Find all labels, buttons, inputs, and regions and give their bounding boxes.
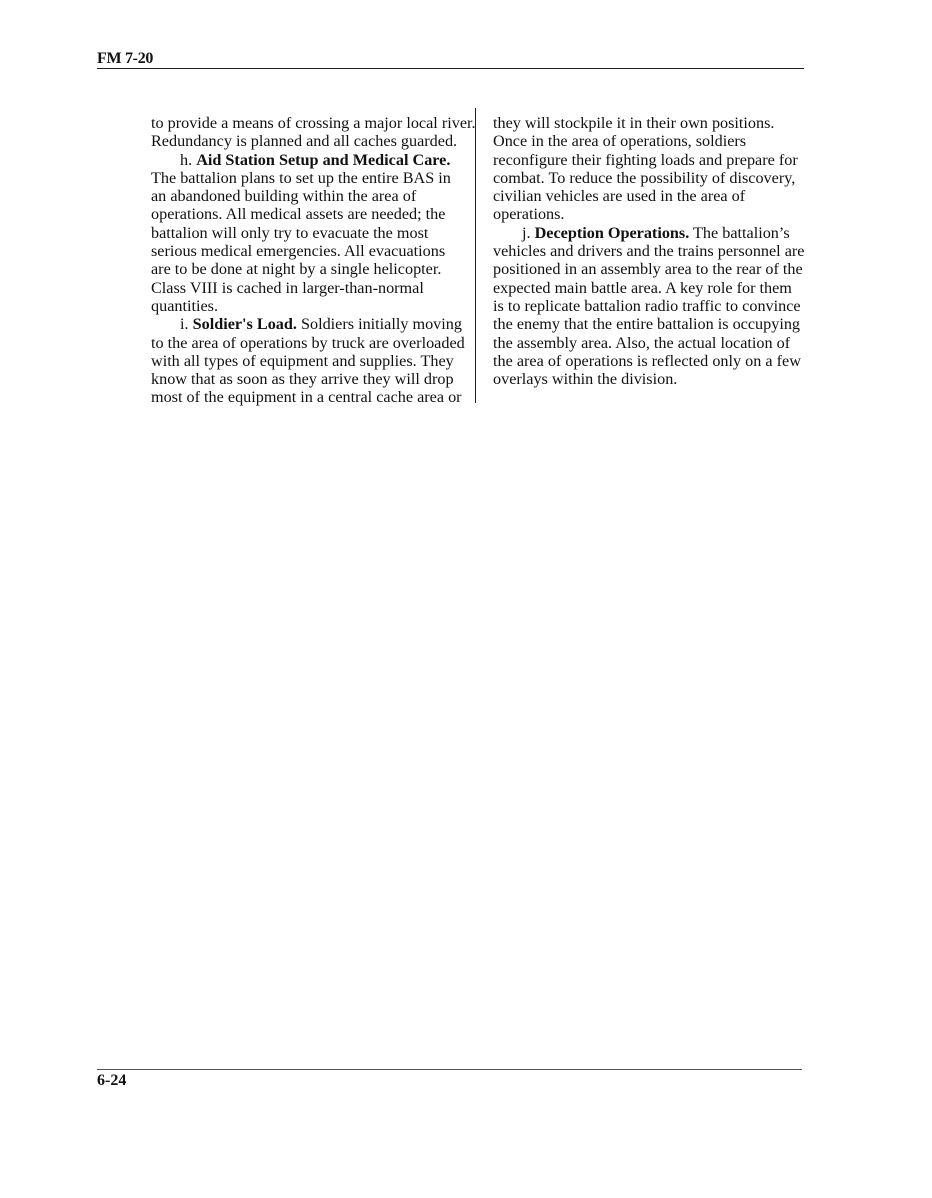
text-line: to the area of operations by truck are overloaded <box>151 333 465 352</box>
text-line: combat. To reduce the possibility of discovery, <box>493 168 796 187</box>
text-line: overlays within the division. <box>493 370 678 389</box>
paragraph-heading: Soldier's Load. <box>192 315 297 334</box>
text-line: civilian vehicles are used in the area of <box>493 187 746 206</box>
left-column <box>151 114 476 407</box>
page-number: 6-24 <box>97 1072 127 1089</box>
text-line: operations. All medical assets are needed; the <box>151 205 446 224</box>
paragraph-i-heading <box>151 315 462 334</box>
paragraph-h-heading <box>151 151 459 169</box>
text-line: the assembly area. Also, the actual location of <box>493 333 791 352</box>
text-line: to provide a means of crossing a major local river. <box>151 114 476 132</box>
text-line: Redundancy is planned and all caches guarded. <box>151 132 458 151</box>
text-line: Class VIII is cached in larger-than-normal <box>151 278 424 297</box>
text-line: know that as soon as they arrive they will drop <box>151 370 454 389</box>
paragraph-letter: j. <box>522 223 531 242</box>
text-line: battalion will only try to evacuate the most <box>151 223 429 242</box>
running-header: FM 7-20 <box>97 50 154 67</box>
text-line: expected main battle area. A key role for them <box>493 278 792 297</box>
paragraph-text: The battalion’s <box>693 223 790 242</box>
text-line: positioned in an assembly area to the rear of the <box>493 260 803 279</box>
paragraph-heading: Aid Station Setup and Medical Care. <box>196 150 451 169</box>
text-line: is to replicate battalion radio traffic to convince <box>493 296 801 315</box>
text-line: the enemy that the entire battalion is occupying <box>493 315 801 334</box>
text-line: quantities. <box>151 296 218 315</box>
paragraph-j-heading <box>493 224 805 242</box>
text-line: are to be done at night by a single helicopter. <box>151 260 442 279</box>
text-line: Once in the area of operations, soldiers <box>493 132 747 151</box>
text-line: with all types of equipment and supplies. They <box>151 351 454 370</box>
paragraph-heading: Deception Operations. <box>534 223 690 242</box>
text-line: an abandoned building within the area of <box>151 187 417 206</box>
text-line: serious medical emergencies. All evacuations <box>151 242 446 261</box>
text-line: reconfigure their fighting loads and prepare for <box>493 150 798 169</box>
text-line: the area of operations is reflected only on a few <box>493 351 801 370</box>
text-line: The battalion plans to set up the entire BAS in <box>151 168 451 187</box>
text-line: vehicles and drivers and the trains personnel are <box>493 242 805 261</box>
right-column <box>493 114 805 388</box>
paragraph-letter: i. <box>180 315 189 334</box>
footer-rule <box>97 1069 802 1070</box>
paragraph-letter: h. <box>180 150 193 169</box>
text-line: most of the equipment in a central cache area or <box>151 388 462 407</box>
column-divider <box>475 108 476 403</box>
header-rule <box>97 68 804 69</box>
text-line: they will stockpile it in their own positions. <box>493 114 775 132</box>
paragraph-text: Soldiers initially moving <box>300 315 462 334</box>
text-line: operations. <box>493 205 565 224</box>
